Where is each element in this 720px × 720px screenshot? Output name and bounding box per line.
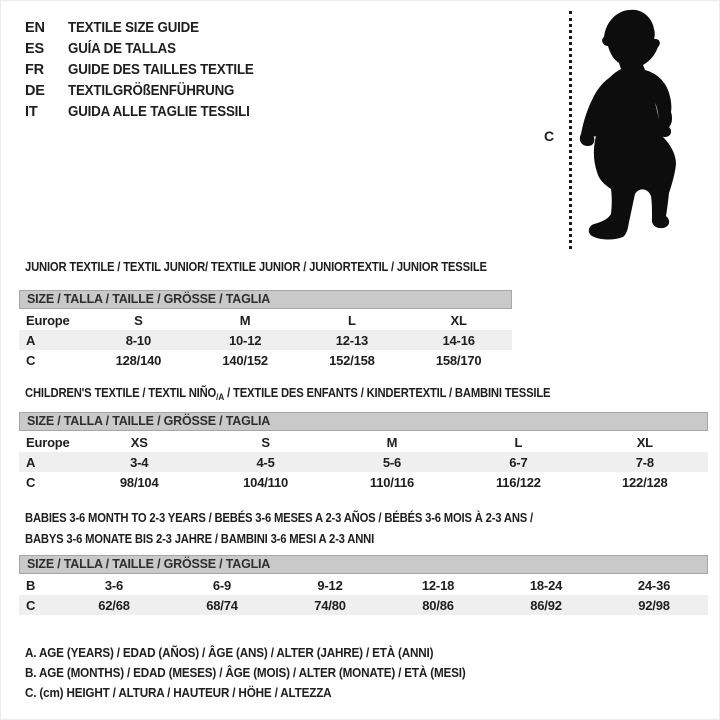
cell: 86/92 (530, 597, 562, 613)
row-label: C (26, 597, 36, 613)
section-title-text: / TEXTILE DES ENFANTS / KINDERTEXTIL / BAMBINI TESSILE (224, 386, 551, 400)
footnote-b: B. AGE (MONTHS) / EDAD (MESES) / ÂGE (MOIS) / ALTER (MONATE) / ETÀ (MESI) (25, 665, 466, 680)
height-measure-label: C (544, 128, 554, 144)
section-title-babies (25, 508, 533, 550)
section-title-line: BABYS 3-6 MONATE BIS 2-3 JAHRE / BAMBINI 3-6 MESI A 2-3 ANNI (25, 532, 375, 546)
children-size-table (19, 432, 708, 492)
cell: 74/80 (314, 597, 346, 613)
cell: 5-6 (382, 454, 402, 470)
cell: 14-16 (442, 332, 475, 348)
size-header-bar: SIZE / TALLA / TAILLE / GRÖSSE / TAGLIA (19, 290, 512, 309)
cell: 62/68 (98, 597, 130, 613)
cell: 9-12 (317, 577, 343, 593)
size-header-bar: SIZE / TALLA / TAILLE / GRÖSSE / TAGLIA (19, 555, 708, 574)
babies-size-table (19, 575, 708, 615)
cell: 152/158 (329, 352, 375, 368)
cell: 7-8 (635, 454, 654, 470)
cell: 3-4 (130, 454, 149, 470)
language-code: DE (25, 83, 45, 99)
cell: 158/170 (435, 352, 482, 368)
section-title-line: BABIES 3-6 MONTH TO 2-3 YEARS / BEBÉS 3-6 MESES A 2-3 AÑOS / BÉBÉS 3-6 MOIS À 2-3 ANS / (25, 511, 534, 525)
language-row (25, 39, 270, 60)
table-row (19, 575, 708, 595)
table-row (19, 595, 708, 615)
table-row (19, 330, 512, 350)
cell: 12-18 (421, 577, 455, 593)
table-row (19, 432, 708, 452)
cell: M (386, 434, 398, 450)
size-header-bar: SIZE / TALLA / TAILLE / GRÖSSE / TAGLIA (19, 412, 708, 431)
cell: 128/140 (115, 352, 162, 368)
height-measure-dotted-line (569, 11, 572, 249)
table-row (19, 350, 512, 370)
cell: 140/152 (222, 352, 268, 368)
cell: 3-6 (104, 577, 124, 593)
cell: 104/110 (243, 474, 289, 490)
section-title-text: CHILDREN'S TEXTILE / TEXTIL NIÑO (25, 386, 217, 400)
language-label: TEXTILE SIZE GUIDE (68, 20, 199, 36)
section-title-junior: JUNIOR TEXTILE / TEXTIL JUNIOR/ TEXTILE JUNIOR / JUNIORTEXTIL / JUNIOR TESSILE (25, 260, 487, 274)
cell: 68/74 (206, 597, 238, 613)
language-code: FR (25, 62, 44, 78)
row-label: B (26, 577, 36, 593)
cell: L (348, 312, 356, 328)
cell: 98/104 (119, 474, 159, 490)
language-row (25, 81, 270, 102)
language-row (25, 102, 270, 123)
junior-size-table (19, 310, 512, 370)
cell: M (239, 312, 251, 328)
table-row (19, 472, 708, 492)
table-row (19, 310, 512, 330)
cell: XS (130, 434, 148, 450)
cell: XL (450, 312, 467, 328)
cell: 8-10 (125, 332, 151, 348)
row-label: Europe (26, 434, 70, 450)
cell: 110/116 (369, 474, 415, 490)
language-code: ES (25, 41, 44, 57)
row-label: C (26, 474, 36, 490)
cell: 92/98 (638, 597, 670, 613)
row-label: A (26, 332, 36, 348)
language-label: TEXTILGRÖßENFÜHRUNG (68, 83, 235, 99)
cell: S (134, 312, 143, 328)
section-title-children (25, 385, 550, 405)
footnote-a: A. AGE (YEARS) / EDAD (AÑOS) / ÂGE (ANS) / ALTER (JAHRE) / ETÀ (ANNI) (25, 645, 434, 660)
language-label: GUIDA ALLE TAGLIE TESSILI (68, 104, 250, 120)
row-label: A (26, 454, 36, 470)
table-row (19, 452, 708, 472)
cell: 80/86 (422, 597, 454, 613)
cell: 10-12 (229, 332, 262, 348)
toddler-silhouette-image (574, 6, 700, 254)
cell: 4-5 (256, 454, 275, 470)
cell: 6-9 (212, 577, 232, 593)
cell: 116/122 (495, 474, 541, 490)
language-label: GUIDE DES TAILLES TEXTILE (68, 62, 254, 78)
language-row (25, 18, 270, 39)
cell: 24-36 (637, 577, 671, 593)
cell: L (514, 434, 523, 450)
section-title-subscript: /A (216, 392, 225, 402)
language-code: IT (25, 104, 38, 120)
cell: 12-13 (335, 332, 368, 348)
cell: 122/128 (622, 474, 668, 490)
cell: 6-7 (509, 454, 528, 470)
language-code: EN (25, 20, 45, 36)
cell: 18-24 (529, 577, 563, 593)
language-list (25, 18, 270, 123)
language-row (25, 60, 270, 81)
cell: S (261, 434, 270, 450)
row-label: Europe (26, 312, 70, 328)
language-label: GUÍA DE TALLAS (68, 41, 176, 57)
cell: XL (636, 434, 653, 450)
footnote-c: C. (cm) HEIGHT / ALTURA / HAUTEUR / HÖHE / ALTEZZA (25, 685, 332, 700)
row-label: C (26, 352, 36, 368)
footnotes (25, 643, 515, 703)
